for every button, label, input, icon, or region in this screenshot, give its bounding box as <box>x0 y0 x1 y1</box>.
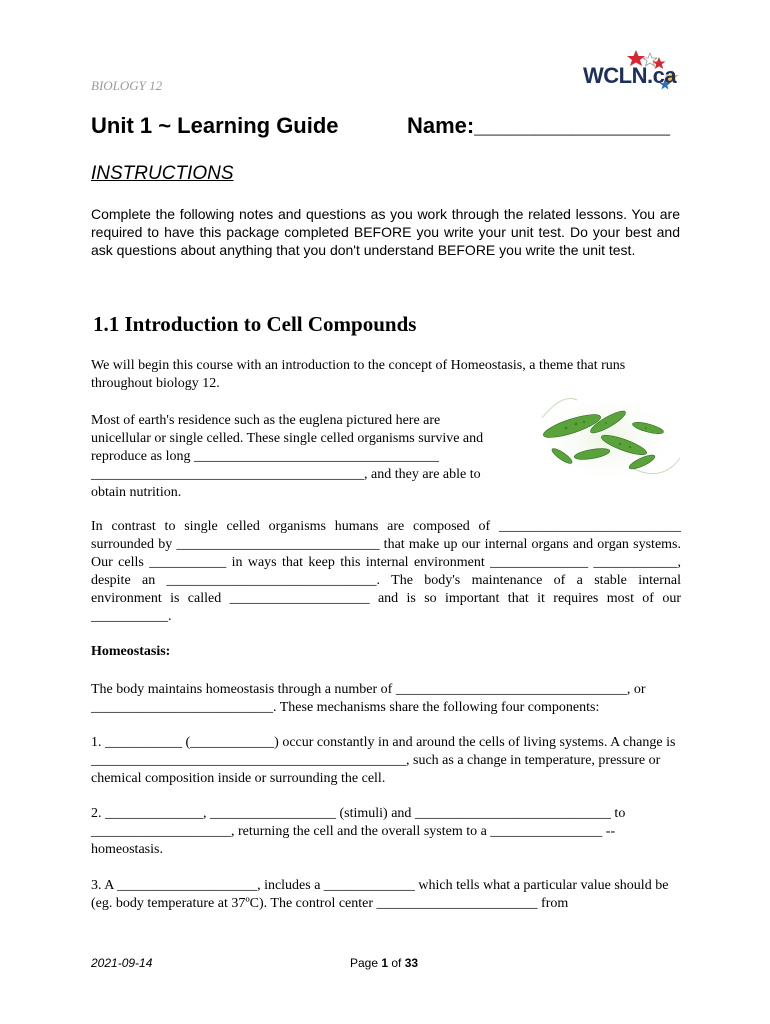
footer-page-number: Page 1 of 33 <box>350 956 419 970</box>
instructions-body: Complete the following notes and questions as you work through the related lessons. You are required to have this package completed BEFORE you write your unit test. Do your best and ask questions about anything that you don't understand BEFORE you write the unit test. <box>91 206 680 258</box>
paragraph-component-3: 3. A ____________________, includes a _____________ which tells what a particular value should be (eg. body temperature at 37ºC). The control center _______________________ from <box>91 878 669 911</box>
wcln-logo <box>582 46 682 96</box>
page-title: Unit 1 ~ Learning Guide <box>91 113 339 138</box>
paragraph-mechanisms: The body maintains homeostasis through a number of _________________________________, or __________________________. These mechanisms share the following four components: <box>91 682 646 715</box>
name-field-label: Name:________________ <box>407 113 671 138</box>
paragraph-component-2: 2. ______________, __________________ (stimuli) and ____________________________ to ____________________, returning the cell and the overall system to a ________________ -- homeostasis. <box>91 806 626 857</box>
footer-date: 2021-09-14 <box>91 956 153 970</box>
paragraph-component-1: 1. ___________ (____________) occur constantly in and around the cells of living systems. A change is _____________________________________________, such as a change in temperature, pressure or chemical composition inside or surrounding the cell. <box>91 735 676 786</box>
instructions-heading: INSTRUCTIONS <box>91 163 234 184</box>
section-title: 1.1 Introduction to Cell Compounds <box>93 312 417 336</box>
subject-header: BIOLOGY 12 <box>91 78 163 93</box>
euglena-image <box>532 388 682 488</box>
homeostasis-heading: Homeostasis: <box>91 644 171 659</box>
paragraph-euglena: Most of earth's residence such as the euglena pictured here are unicellular or single celled. These single celled organisms survive and reproduce as long ___________________________________ _______________________________________, and they are able to obtain nutrition. <box>91 413 484 500</box>
paragraph-multicellular: In contrast to single celled organisms humans are composed of __________________________ surrounded by _____________________________ that make up our internal organs and organ systems. Our cells ___________ in ways that keep this internal environment ______________ ____________, despite an ______________________________. The body's maintenance of a stable internal environment is called ____________________ and is so important that it requires most of our ___________. <box>91 519 681 624</box>
paragraph-intro: We will begin this course with an introduction to the concept of Homeostasis, a theme that runs throughout biology 12. <box>91 358 626 391</box>
logo-wordmark: WCLN.ca <box>583 63 677 88</box>
